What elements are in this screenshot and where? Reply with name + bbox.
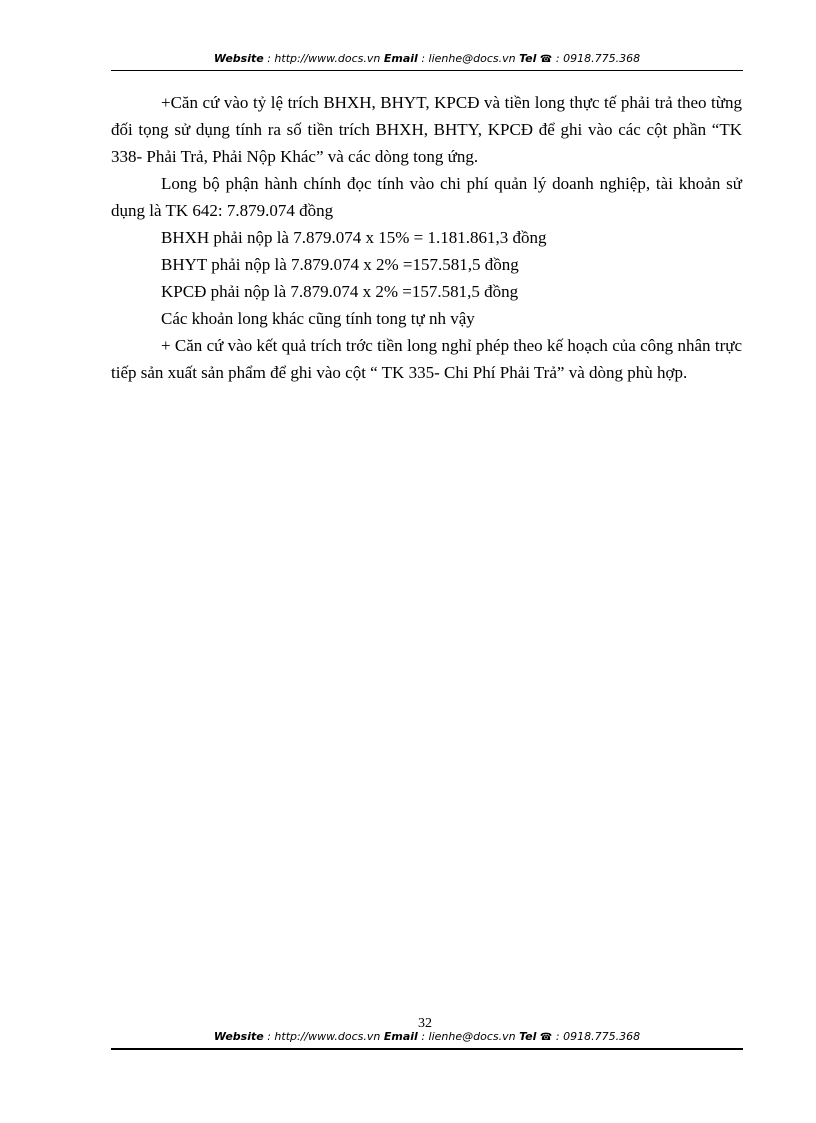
bhxh-line: BHXH phải nộp là 7.879.074 x 15% = 1.181.861,3 đồng: [161, 228, 547, 247]
footer-email-sep: :: [417, 1030, 429, 1043]
footer-website-sep: :: [263, 1030, 275, 1043]
paragraph-7: + Căn cứ vào kết quả trích trớc tiền long nghỉ phép theo kế hoạch của công nhân trực tiếp sản xuất sản phẩm để ghi vào cột “ TK 335- Chi Phí Phải Trả” và dòng phù hợp.: [111, 336, 742, 382]
phone-icon: ☎: [539, 1032, 553, 1043]
phone-icon: ☎: [539, 54, 553, 65]
footer-divider: [111, 1048, 743, 1050]
bhyt-line: BHYT phải nộp là 7.879.074 x 2% =157.581,5 đồng: [161, 255, 519, 274]
header-email-label: Email: [383, 52, 418, 65]
footer-email-value[interactable]: lienhe@docs.vn: [428, 1030, 516, 1043]
header-website-sep: :: [263, 52, 275, 65]
footer-website-label: Website: [213, 1030, 264, 1043]
kpcd-line: KPCĐ phải nộp là 7.879.074 x 2% =157.581,5 đồng: [161, 282, 519, 301]
page-header: [111, 52, 743, 67]
header-email-value[interactable]: lienhe@docs.vn: [428, 52, 516, 65]
page-footer: [111, 1030, 743, 1045]
header-website-url[interactable]: http://www.docs.vn: [274, 52, 381, 65]
page-number: 32: [418, 1016, 432, 1031]
footer-tel-value: 0918.775.368: [563, 1030, 641, 1043]
paragraph-1: +Căn cứ vào tỷ lệ trích BHXH, BHYT, KPCĐ và tiền long thực tế phải trả theo từng đối tọng sử dụng tính ra số tiền trích BHXH, BHTY, KPCĐ để ghi vào các cột phần “TK 338- Phải Trả, Phải Nộp Khác” và các dòng tong ứng.: [111, 93, 742, 166]
footer-tel-label: Tel: [519, 1030, 537, 1043]
document-body: [111, 89, 742, 386]
paragraph-2: Long bộ phận hành chính đọc tính vào chi phí quản lý doanh nghiệp, tài khoản sử dụng là TK 642: 7.879.074 đồng: [111, 174, 742, 220]
header-tel-sep: :: [552, 52, 564, 65]
footer-email-label: Email: [383, 1030, 418, 1043]
footer-website-url[interactable]: http://www.docs.vn: [274, 1030, 381, 1043]
other-items-line: Các khoản long khác cũng tính tong tự nh vậy: [161, 309, 475, 328]
header-website-label: Website: [213, 52, 264, 65]
header-tel-value: 0918.775.368: [563, 52, 641, 65]
footer-tel-sep: :: [552, 1030, 564, 1043]
header-divider: [111, 70, 743, 71]
header-email-sep: :: [417, 52, 429, 65]
header-tel-label: Tel: [519, 52, 537, 65]
